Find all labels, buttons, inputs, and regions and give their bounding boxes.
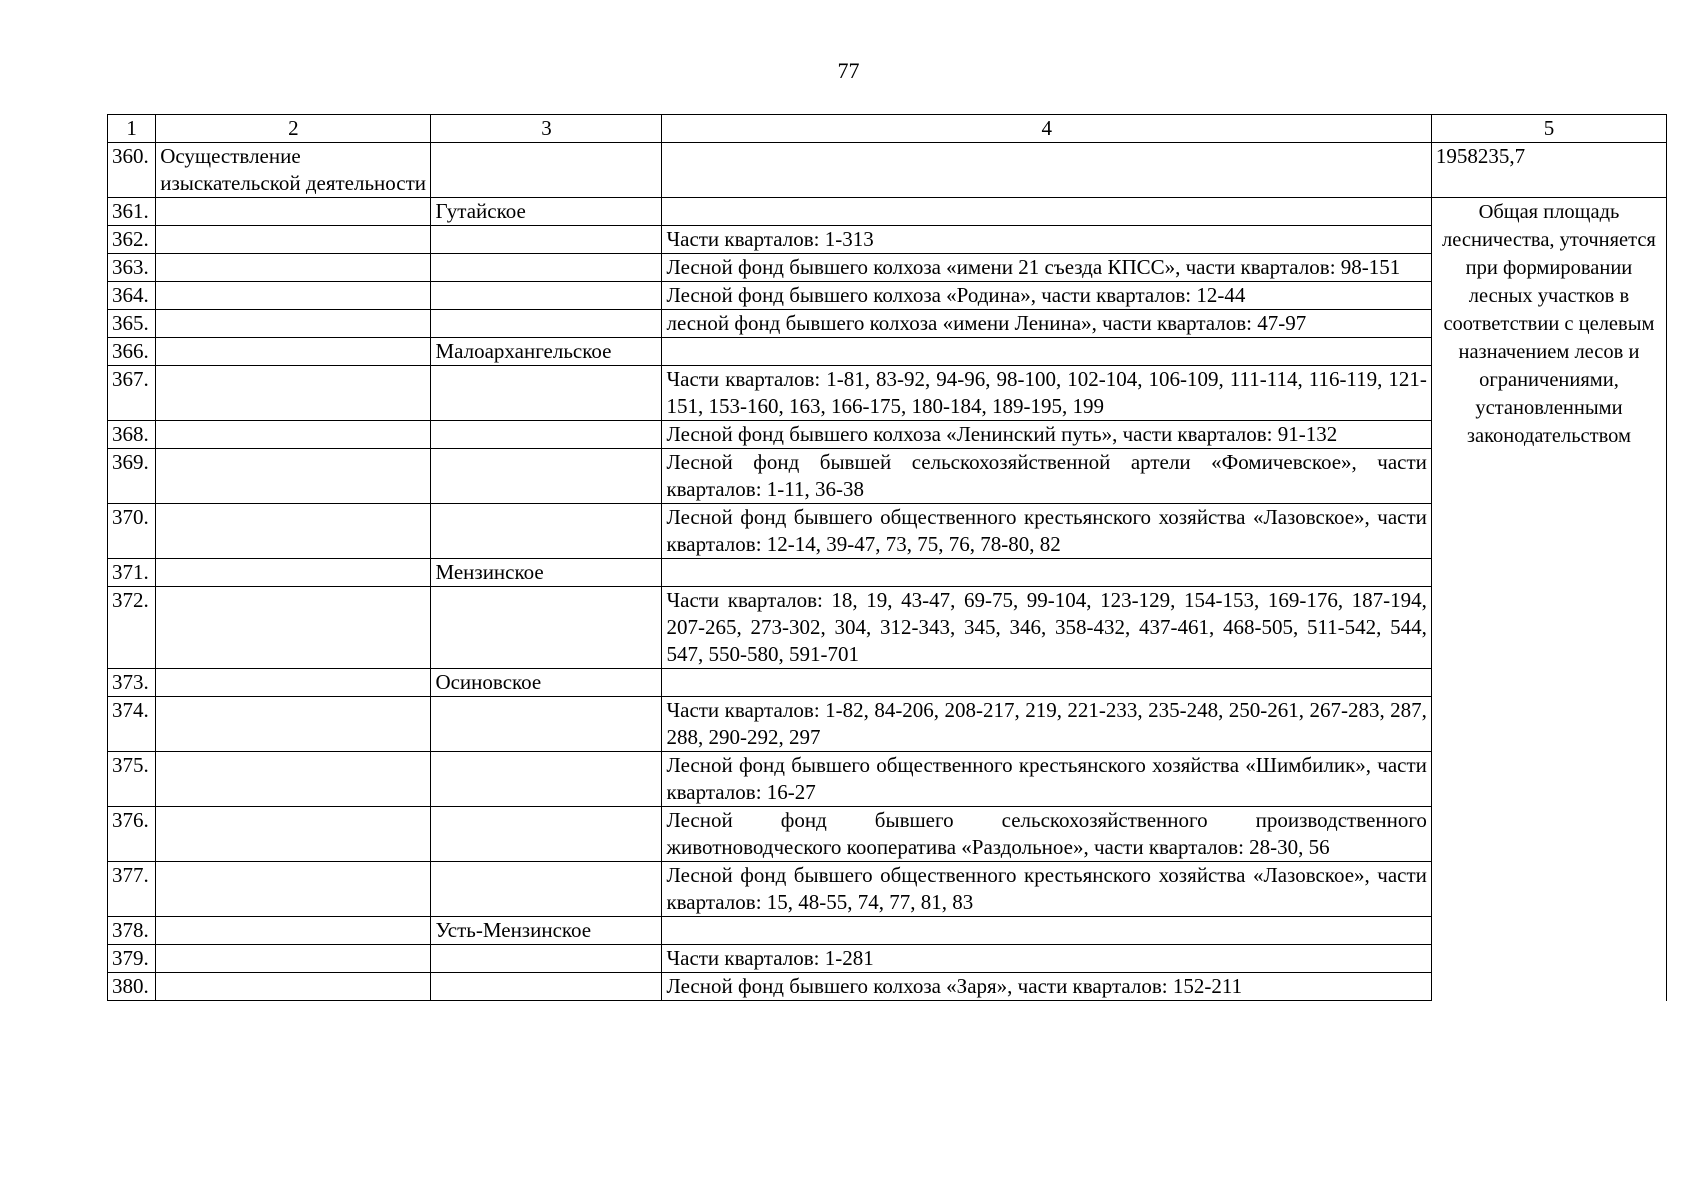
total-area-cell: 1958235,7 [1431, 143, 1666, 198]
forestry-cell [431, 421, 662, 449]
description-cell: Части кварталов: 1-281 [662, 945, 1431, 973]
row-number: 365. [108, 310, 156, 338]
forestry-cell [431, 807, 662, 862]
description-cell: Лесной фонд бывшей сельскохозяйственной артели «Фомичевское», части кварталов: 1-11, 36-38 [662, 449, 1431, 504]
activity-cell [156, 807, 431, 862]
row-number: 373. [108, 669, 156, 697]
row-number: 377. [108, 862, 156, 917]
description-cell: Лесной фонд бывшего общественного крестьянского хозяйства «Лазовское», части кварталов: 12-14, 39-47, 73, 75, 76, 78-80, 82 [662, 504, 1431, 559]
description-cell: Части кварталов: 1-313 [662, 226, 1431, 254]
activity-cell [156, 449, 431, 504]
table-header-row [108, 115, 1667, 143]
row-number: 380. [108, 973, 156, 1001]
description-cell: Части кварталов: 18, 19, 43-47, 69-75, 99-104, 123-129, 154-153, 169-176, 187-194, 207-265, 273-302, 304, 312-343, 345, 346, 358-432, 437-461, 468-505, 511-542, 544, 547, 550-580, 591-701 [662, 587, 1431, 669]
row-number: 374. [108, 697, 156, 752]
forestry-cell: Усть-Мензинское [431, 917, 662, 945]
description-cell: Лесной фонд бывшего колхоза «Ленинский путь», части кварталов: 91-132 [662, 421, 1431, 449]
forestry-cell [431, 945, 662, 973]
activity-cell [156, 559, 431, 587]
header-cell-3: 3 [431, 115, 662, 143]
activity-cell [156, 973, 431, 1001]
area-note-cell: Общая площадь лесничества, уточняется при формировании лесных участков в соответствии с целевым назначением лесов и ограничениями, установленными законодательством [1431, 198, 1666, 1001]
description-cell [662, 198, 1431, 226]
description-cell: Лесной фонд бывшего общественного крестьянского хозяйства «Шимбилик», части кварталов: 16-27 [662, 752, 1431, 807]
page-number: 77 [837, 58, 860, 83]
activity-cell [156, 366, 431, 421]
forestry-cell [431, 449, 662, 504]
forestry-cell: Осиновское [431, 669, 662, 697]
activity-cell [156, 587, 431, 669]
description-cell: Части кварталов: 1-82, 84-206, 208-217, 219, 221-233, 235-248, 250-261, 267-283, 287, 288, 290-292, 297 [662, 697, 1431, 752]
header-cell-5: 5 [1431, 115, 1666, 143]
activity-cell [156, 198, 431, 226]
activity-cell [156, 504, 431, 559]
activity-cell [156, 752, 431, 807]
forestry-cell [431, 226, 662, 254]
forestry-cell [431, 504, 662, 559]
table-row [108, 198, 1667, 226]
description-cell: Лесной фонд бывшего колхоза «имени 21 съезда КПСС», части кварталов: 98-151 [662, 254, 1431, 282]
forestry-cell [431, 973, 662, 1001]
activity-cell [156, 862, 431, 917]
forestry-table [107, 114, 1667, 1001]
forestry-cell: Мензинское [431, 559, 662, 587]
row-number: 376. [108, 807, 156, 862]
forestry-cell [431, 143, 662, 198]
activity-cell [156, 945, 431, 973]
description-cell: Лесной фонд бывшего колхоза «Заря», части кварталов: 152-211 [662, 973, 1431, 1001]
row-number: 378. [108, 917, 156, 945]
row-number: 361. [108, 198, 156, 226]
forestry-cell [431, 282, 662, 310]
table-row-360 [108, 143, 1667, 198]
description-cell [662, 143, 1431, 198]
row-number: 368. [108, 421, 156, 449]
description-cell [662, 559, 1431, 587]
forestry-cell: Малоархангельское [431, 338, 662, 366]
header-cell-2: 2 [156, 115, 431, 143]
activity-cell [156, 669, 431, 697]
forestry-cell [431, 862, 662, 917]
row-number: 364. [108, 282, 156, 310]
description-cell: Части кварталов: 1-81, 83-92, 94-96, 98-100, 102-104, 106-109, 111-114, 116-119, 121-151, 153-160, 163, 166-175, 180-184, 189-195, 199 [662, 366, 1431, 421]
row-number: 363. [108, 254, 156, 282]
forestry-cell [431, 587, 662, 669]
description-cell: Лесной фонд бывшего колхоза «Родина», части кварталов: 12-44 [662, 282, 1431, 310]
activity-cell [156, 697, 431, 752]
header-cell-1: 1 [108, 115, 156, 143]
header-cell-4: 4 [662, 115, 1431, 143]
description-cell: Лесной фонд бывшего сельскохозяйственного производственного животноводческого кооператива «Раздольное», части кварталов: 28-30, 56 [662, 807, 1431, 862]
forestry-cell: Гутайское [431, 198, 662, 226]
row-number: 370. [108, 504, 156, 559]
description-cell: лесной фонд бывшего колхоза «имени Ленина», части кварталов: 47-97 [662, 310, 1431, 338]
activity-cell [156, 226, 431, 254]
forestry-cell [431, 366, 662, 421]
description-cell: Лесной фонд бывшего общественного крестьянского хозяйства «Лазовское», части кварталов: 15, 48-55, 74, 77, 81, 83 [662, 862, 1431, 917]
row-number: 362. [108, 226, 156, 254]
row-number: 371. [108, 559, 156, 587]
forestry-cell [431, 752, 662, 807]
activity-cell [156, 421, 431, 449]
activity-cell: Осуществление изыскательской деятельности [156, 143, 431, 198]
activity-cell [156, 338, 431, 366]
description-cell [662, 669, 1431, 697]
description-cell [662, 338, 1431, 366]
description-cell [662, 917, 1431, 945]
row-number: 367. [108, 366, 156, 421]
row-number: 360. [108, 143, 156, 198]
row-number: 366. [108, 338, 156, 366]
activity-cell [156, 917, 431, 945]
row-number: 372. [108, 587, 156, 669]
activity-cell [156, 282, 431, 310]
row-number: 375. [108, 752, 156, 807]
forestry-cell [431, 697, 662, 752]
row-number: 379. [108, 945, 156, 973]
row-number: 369. [108, 449, 156, 504]
forestry-cell [431, 254, 662, 282]
activity-cell [156, 254, 431, 282]
activity-cell [156, 310, 431, 338]
forestry-cell [431, 310, 662, 338]
